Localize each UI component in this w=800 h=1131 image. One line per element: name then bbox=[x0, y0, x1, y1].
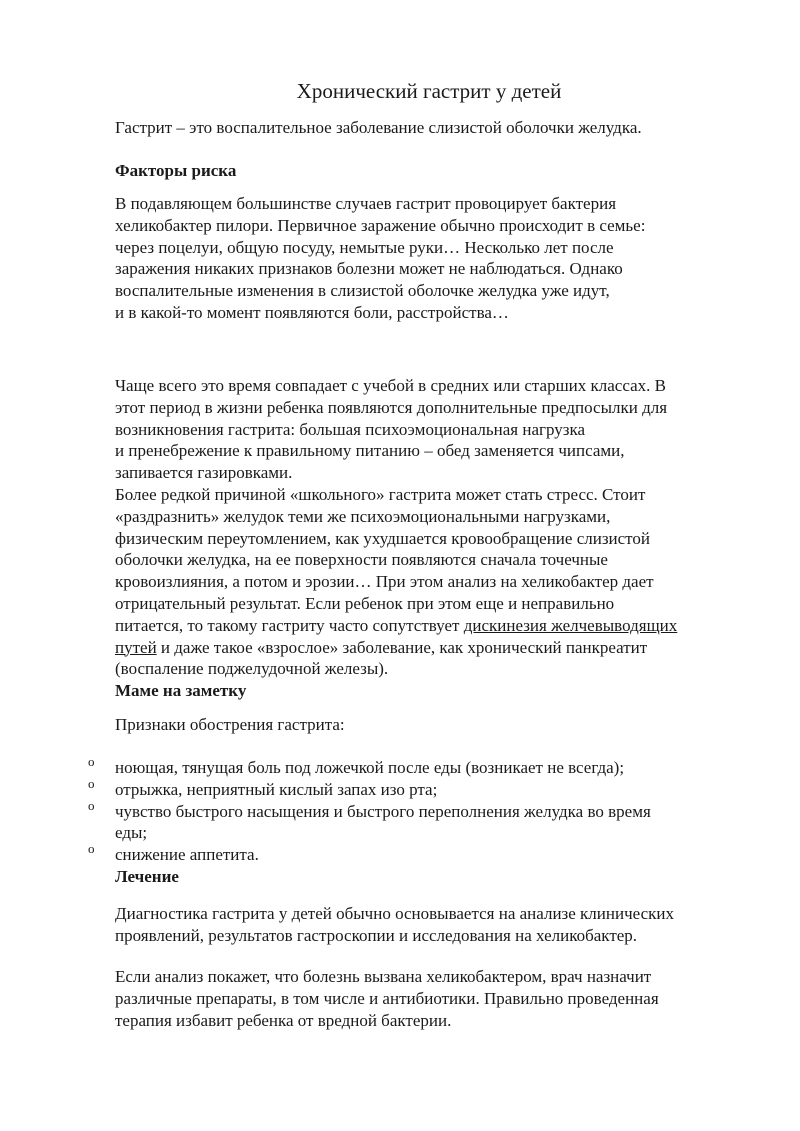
text-line: и в какой-то момент появляются боли, расстройства… bbox=[115, 302, 509, 322]
therapy-paragraph bbox=[115, 966, 755, 1031]
signs-list bbox=[0, 754, 800, 866]
list-item-text: снижение аппетита. bbox=[115, 845, 259, 865]
text-line: отрицательный результат. Если ребенок при этом еще и неправильно bbox=[115, 593, 615, 613]
link-line-prefix: питается, то такому гастриту часто сопутствует bbox=[115, 615, 464, 635]
text-line: кровоизлияния, а потом и эрозии… При этом анализ на хеликобактер дает bbox=[115, 572, 654, 592]
text-line bbox=[115, 637, 755, 659]
text-line: этот период в жизни ребенка появляются дополнительные предпосылки для bbox=[115, 397, 668, 417]
dyskinesia-link-continued[interactable]: путей bbox=[115, 637, 157, 657]
risk-paragraph bbox=[115, 193, 755, 324]
intro-paragraph: Гастрит – это воспалительное заболевание слизистой оболочки желудка. bbox=[115, 118, 642, 137]
text-line: Диагностика гастрита у детей обычно основывается на анализе клинических bbox=[115, 904, 675, 923]
school-paragraph bbox=[115, 375, 755, 484]
bullet-marker-icon: o bbox=[88, 775, 95, 791]
diagnosis-paragraph bbox=[115, 903, 755, 947]
stress-paragraph bbox=[115, 484, 755, 680]
text-line: терапия избавит ребенка от вредной бактерии. bbox=[115, 1010, 452, 1030]
text-line: оболочки желудка, на ее поверхности появляются сначала точечные bbox=[115, 550, 608, 570]
text-line: физическим переутомлением, как ухудшается кровообращение слизистой bbox=[115, 528, 650, 548]
text-line: различные препараты, в том числе и антибиотики. Правильно проведенная bbox=[115, 988, 659, 1008]
risk-heading: Факторы риска bbox=[115, 161, 237, 180]
list-item bbox=[0, 775, 800, 801]
text-line: «раздразнить» желудок теми же психоэмоциональными нагрузками, bbox=[115, 506, 611, 526]
bullet-marker-icon: o bbox=[88, 754, 95, 769]
text-line: (воспаление поджелудочной железы). bbox=[115, 659, 389, 679]
bullet-marker-icon: o bbox=[88, 797, 95, 813]
text-line: и пренебрежение к правильному питанию – обед заменяется чипсами, bbox=[115, 441, 625, 461]
text-line: заражения никаких признаков болезни может не наблюдаться. Однако bbox=[115, 259, 623, 279]
list-item-text: еды; bbox=[115, 823, 148, 843]
text-line: запивается газировками. bbox=[115, 463, 293, 483]
text-line: возникновения гастрита: большая психоэмоциональная нагрузка bbox=[115, 419, 586, 439]
list-item-text: чувство быстрого насыщения и быстрого переполнения желудка во время bbox=[115, 801, 651, 821]
text-line: через поцелуи, общую посуду, немытые руки… Несколько лет после bbox=[115, 237, 614, 257]
list-item bbox=[0, 841, 800, 866]
list-item bbox=[0, 754, 800, 779]
text-line bbox=[115, 615, 755, 637]
text-line: Чаще всего это время совпадает с учебой в средних или старших классах. В bbox=[115, 376, 666, 395]
list-item-text: ноющая, тянущая боль под ложечкой после еды (возникает не всегда); bbox=[115, 758, 625, 777]
list-item-text: отрыжка, неприятный кислый запах изо рта; bbox=[115, 779, 438, 799]
note-heading: Маме на заметку bbox=[115, 681, 247, 700]
link-line-suffix: и даже такое «взрослое» заболевание, как хронический панкреатит bbox=[156, 637, 648, 657]
text-line: хеликобактер пилори. Первичное заражение обычно происходит в семье: bbox=[115, 215, 646, 235]
text-line: проявлений, результатов гастроскопии и исследования на хеликобактер. bbox=[115, 925, 638, 945]
text-line: Более редкой причиной «школьного» гастрита может стать стресс. Стоит bbox=[115, 485, 646, 504]
text-line: воспалительные изменения в слизистой оболочке желудка уже идут, bbox=[115, 281, 610, 301]
signs-intro: Признаки обострения гастрита: bbox=[115, 715, 345, 734]
list-item bbox=[0, 797, 800, 845]
document-title: Хронический гастрит у детей bbox=[296, 79, 562, 103]
bullet-marker-icon: o bbox=[88, 841, 95, 857]
text-line: В подавляющем большинстве случаев гастрит провоцирует бактерия bbox=[115, 194, 617, 213]
dyskinesia-link[interactable]: дискинезия желчевыводящих bbox=[463, 615, 678, 635]
treatment-heading: Лечение bbox=[115, 867, 179, 886]
text-line: Если анализ покажет, что болезнь вызвана хеликобактером, врач назначит bbox=[115, 967, 652, 986]
